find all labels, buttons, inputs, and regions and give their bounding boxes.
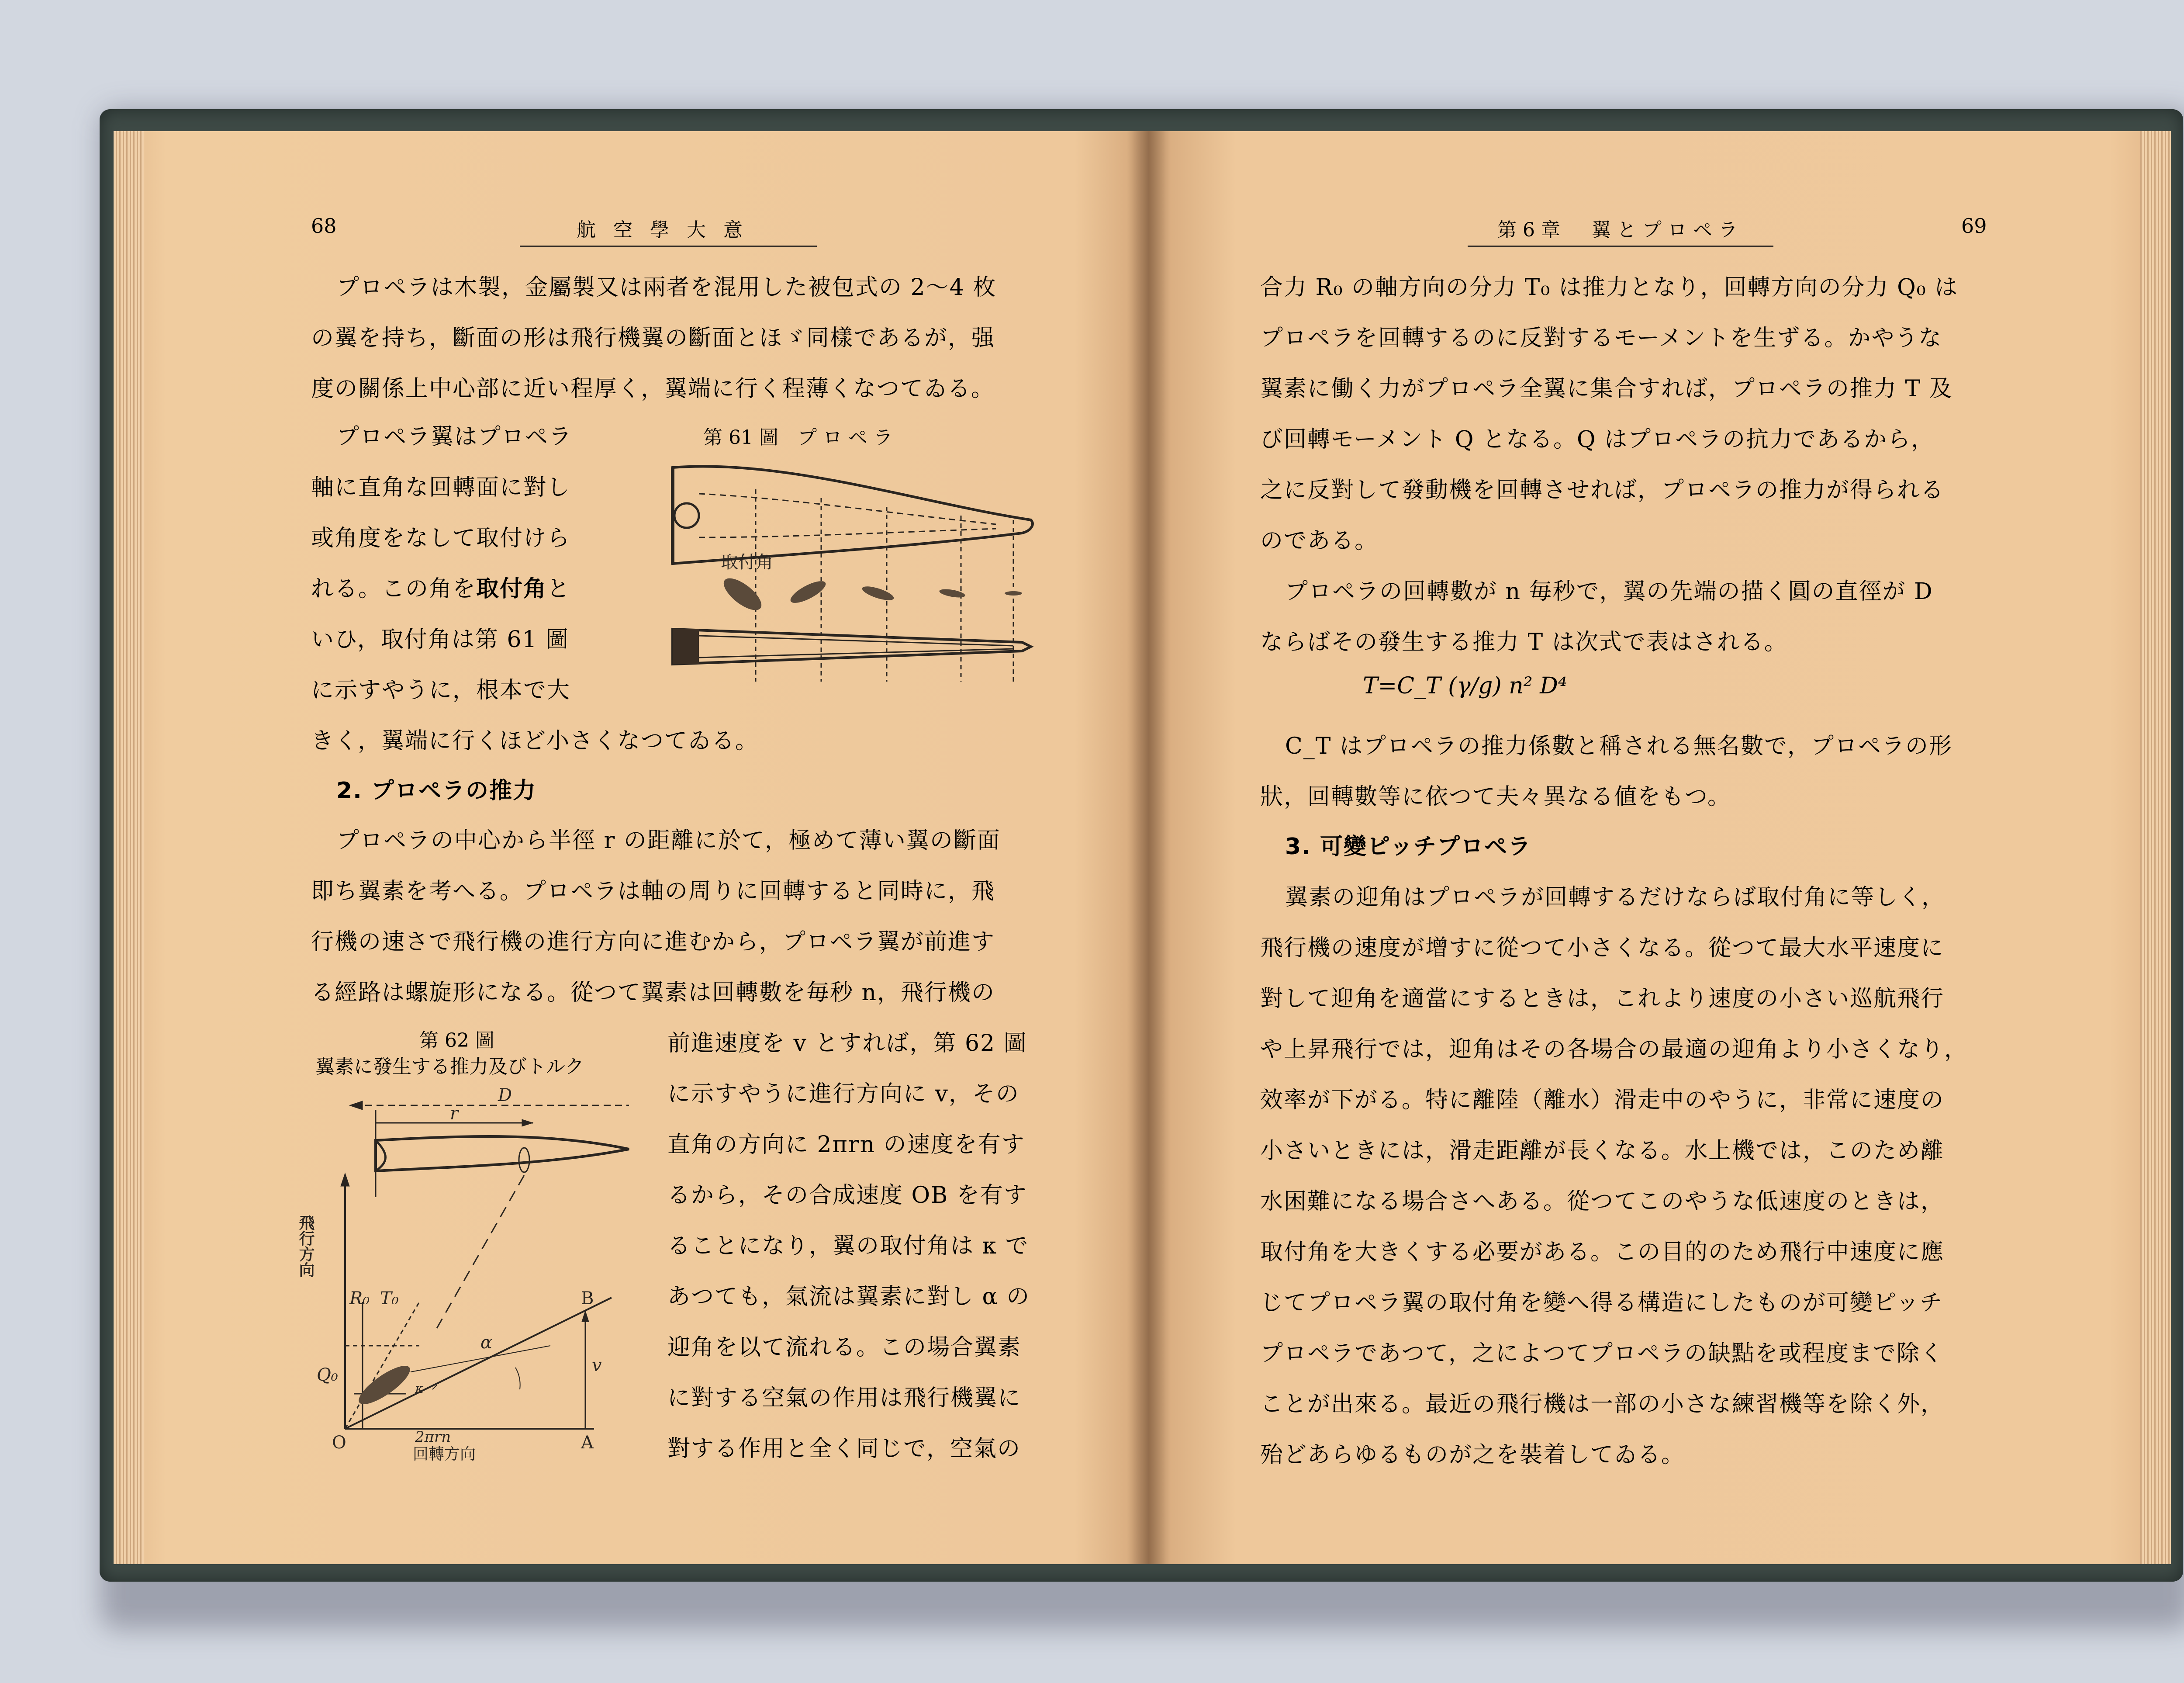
text-line: きく，翼端に行くほど小さくなつてゐる。 [311,728,759,754]
text-line: に示すやうに進行方向に v，その [667,1081,1019,1107]
fig62-label-R0: R₀ [349,1288,370,1309]
text-line: 狀，回轉數等に依つて夫々異なる値をもつ。 [1260,784,1731,810]
fig62-label-T0: T₀ [380,1288,399,1309]
text-line: のである。 [1260,528,1379,554]
text-line: 殆どあらゆるものが之を裝着してゐる。 [1260,1442,1685,1468]
text-line: 合力 R₀ の軸方向の分力 T₀ は推力となり，回轉方向の分力 Q₀ は [1260,274,1959,301]
fig62-label-Q0: Q₀ [317,1365,338,1385]
text-line: 行機の速さで飛行機の進行方向に進むから，プロペラ翼が前進す [311,929,995,955]
text-line: や上昇飛行では，迎角はその各場合の最適の迎角より小さくなり， [1260,1036,1968,1063]
fig61-attach-angle-label: 取付角 [721,552,773,572]
fig62-label-A: A [581,1433,594,1453]
fig62-caption-title: 翼素に發生する推力及びトルク [315,1056,584,1078]
text-line: 飛行機の速度が增すに從つて小さくなる。從つて最大水平速度に [1260,935,1945,961]
text-span: れる。この角を [311,576,477,602]
text-line: 即ち翼素を考へる。プロペラは軸の周りに回轉すると同時に，飛 [311,878,995,904]
fig62-label-B: B [581,1288,594,1309]
text-line: 度の關係上中心部に近い程厚く，翼端に行く程薄くなつてゐる。 [311,376,995,402]
text-line: び回轉モーメント Q となる。Q はプロペラの抗力であるから， [1260,426,1935,453]
text-line: プロペラであつて，之によつてプロペラの缺點を或程度まで除く [1260,1340,1944,1367]
fig62-force-diagram [297,1084,638,1477]
right-running-head: 第6章 翼とプロペラ [1468,214,1773,247]
text-line [311,564,570,614]
text-line: 小さいときには，滑走距離が長くなる。水上機では，このため離 [1260,1138,1945,1164]
left-running-head: 航空學大意 [520,214,817,247]
fig62-label-kappa: κ [415,1381,424,1396]
left-page-number: 68 [311,214,337,238]
book-gutter [1127,131,1171,1564]
text-line: 對して迎角を適當にするときは，これより速度の小さい巡航飛行 [1260,986,1945,1012]
text-line: 取付角を大きくする必要がある。この目的のため飛行中速度に應 [1260,1239,1945,1265]
text-line: るから，その合成速度 OB を有す [667,1182,1027,1209]
text-line: プロペラの回轉數が n 毎秒で，翼の先端の描く圓の直徑が D [1285,578,1933,605]
text-line: に對する空氣の作用は飛行機翼に [667,1385,1022,1411]
text-line: ならばその發生する推力 T は次式で表はされる。 [1260,629,1788,655]
text-line: 翼素の迎角はプロペラが回轉するだけならば取付角に等しく， [1285,884,1945,911]
text-line: ことが出來る。最近の飛行機は一部の小さな練習機等を除く外， [1260,1391,1945,1417]
text-line: の翼を持ち，斷面の形は飛行機翼の斷面とほゞ同樣であるが，强 [311,325,995,351]
fig62-label-flight-direction: 飛行方向 [297,1215,315,1278]
right-page-number: 69 [1961,214,1987,238]
fig61-propeller-diagram [655,454,1048,699]
bold-term: 取付角 [476,575,547,602]
text-line: る經路は螺旋形になる。從つて翼素は回轉數を毎秒 n，飛行機の [311,980,995,1006]
text-line: に示すやうに，根本で大 [311,677,571,703]
fig62-label-alpha: α [480,1333,493,1353]
text-line: 前進速度を v とすれば，第 62 圖 [667,1030,1027,1056]
text-line: プロペラの中心から半徑 r の距離に於て，極めて薄い翼の斷面 [336,828,1001,854]
text-line: プロペラ翼はプロペラ [336,424,573,450]
text-line: ることになり，翼の取付角は κ で [667,1233,1029,1259]
text-line: あつても，氣流は翼素に對し α の [667,1284,1030,1310]
right-page-edges [2140,131,2171,1564]
section-2-title: 2. プロペラの推力 [336,778,537,804]
text-line: C_T はプロペラの推力係數と稱される無名數で，プロペラの形 [1285,733,1952,759]
text-span: と [547,576,571,602]
text-line: 水困難になる場合さへある。從つてこのやうな低速度のときは， [1260,1188,1945,1215]
text-line: 或角度をなして取付けら [311,525,571,551]
text-line: プロペラは木製，金屬製又は兩者を混用した被包式の 2〜4 枚 [336,274,997,301]
section-3-title: 3. 可變ピッチプロペラ [1285,834,1531,860]
text-line: じてプロペラ翼の取付角を變へ得る構造にしたものが可變ピッチ [1260,1290,1943,1316]
text-line: 之に反對して發動機を回轉させれば，プロペラの推力が得られる [1260,477,1945,503]
text-line: 軸に直角な回轉面に對し [311,474,571,501]
fig62-label-2pirn: 2πrn [415,1428,451,1446]
fig62-label-D: D [498,1085,512,1105]
fig62-label-r: r [450,1104,459,1124]
fig61-caption: 第 61 圖 プ ロ ペ ラ [703,426,893,449]
text-line: 翼素に働く力がプロペラ全翼に集合すれば，プロペラの推力 T 及 [1260,376,1953,402]
fig62-caption-number: 第 62 圖 [419,1029,494,1052]
fig62-label-rotation-direction: 回轉方向 [413,1445,476,1463]
fig62-label-O: O [332,1433,346,1453]
text-line: 迎角を以て流れる。この場合翼素 [667,1334,1022,1361]
left-page-edges [114,131,144,1564]
thrust-formula: T=C_T (γ/g) n² D⁴ [1363,673,1567,699]
text-line: プロペラを回轉するのに反對するモーメントを生ずる。かやうな [1260,325,1942,351]
text-line: 效率が下がる。特に離陸（離水）滑走中のやうに，非常に速度の [1260,1087,1945,1113]
fig62-label-v: v [592,1355,602,1375]
text-line: いひ，取付角は第 61 圖 [311,627,570,653]
text-line: 直角の方向に 2πrn の速度を有す [667,1132,1025,1158]
text-line: 對する作用と全く同じで，空氣の [667,1436,1021,1462]
